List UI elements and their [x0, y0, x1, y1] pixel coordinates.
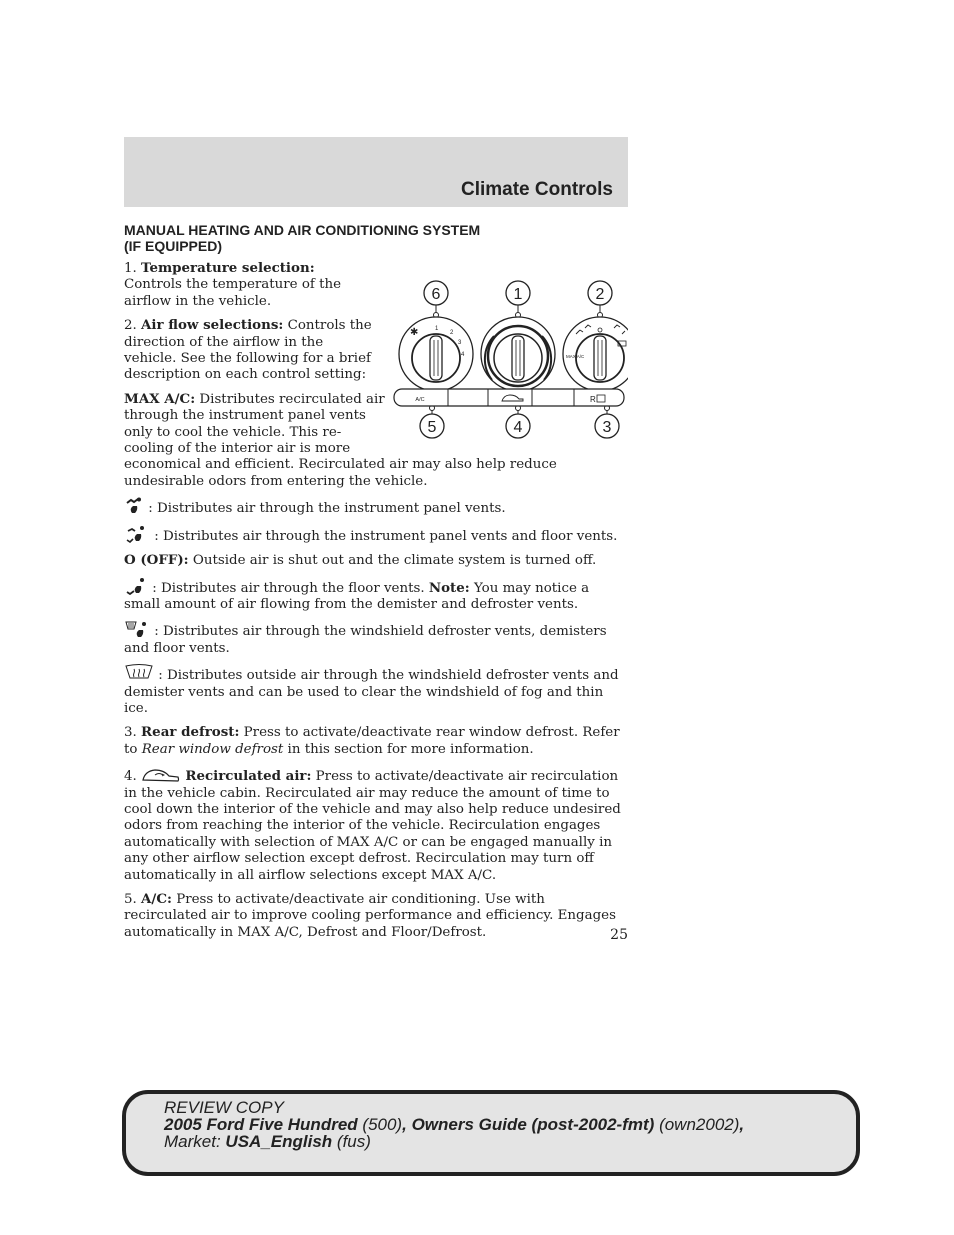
item-panel-vents: : Distributes air through the instrument panel vents. — [124, 497, 628, 517]
item-airflow: 2. Air flow selections: Controls the direction of the airflow in the vehicle. See the following for a brief description on each control setting: — [124, 317, 372, 383]
header-band — [124, 137, 628, 207]
review-copy-footer — [122, 1090, 860, 1176]
svg-text:4: 4 — [461, 352, 465, 358]
callout-2-label: 2 — [595, 286, 605, 303]
svg-text:✱: ✱ — [410, 327, 419, 338]
item-ac: 5. A/C: Press to activate/deactivate air conditioning. Use with recirculated air to improve cooling performance and efficiency. Engages automatically in MAX A/C, Defrost and Floor/Defrost. — [124, 891, 616, 940]
floor-vent-icon — [124, 577, 148, 595]
ac-button-label: A/C — [415, 397, 425, 403]
page-title: Climate Controls — [460, 179, 613, 200]
page-number: 25 — [610, 927, 628, 943]
item-panel-floor-vents: : Distributes air through the instrument panel vents and floor vents. — [124, 525, 628, 545]
button-bar — [394, 389, 624, 406]
item-max-ac: MAX A/C: Distributes recirculated air through the instrument panel vents only to cool the vehicle. This re-cooling of the interior air is more economical and efficient. Recirculated air may also help reduce undesirable odors from entering the vehicle. — [124, 390, 557, 489]
rear-defrost-button-label: R — [590, 395, 596, 404]
callout-1-label: 1 — [513, 286, 523, 303]
section-heading-line2: (IF EQUIPPED) — [124, 238, 223, 254]
callout-5-label: 5 — [427, 419, 437, 436]
section-heading-line1: MANUAL HEATING AND AIR CONDITIONING SYSTEM — [124, 222, 481, 238]
climate-control-panel-figure — [392, 278, 628, 448]
rear-defrost-reference: Rear window defrost — [141, 741, 284, 757]
panel-floor-vent-icon — [124, 525, 150, 543]
svg-text:3: 3 — [458, 340, 462, 346]
section-heading — [124, 222, 628, 254]
svg-text:MAX A/C: MAX A/C — [566, 354, 585, 359]
item-defrost: : Distributes outside air through the windshield defroster vents and demister vents and can be used to clear the windshield of fog and thin ice. — [124, 664, 628, 717]
item-floor-vents: : Distributes air through the floor vents. Note: You may notice a small amount of air flowing from the demister and defroster vents. — [124, 577, 628, 614]
item-floor-defrost: : Distributes air through the windshield defroster vents, demisters and floor vents. — [124, 620, 628, 657]
footer-review-label: REVIEW COPY — [164, 1098, 284, 1117]
content-area — [124, 222, 628, 948]
airflow-knob — [563, 317, 628, 391]
callout-3-label: 3 — [602, 419, 612, 436]
fan-speed-knob — [399, 317, 473, 391]
item-recirculated-air: 4. Recirculated air: Press to activate/deactivate air recirculation in the vehicle cabin. Recirculated air may reduce the amount of time to cool down the interior of the vehicle and may also help reduce undesired odors from reaching the interior of the vehicle. Recirculation engages automatically with selection of MAX A/C or can be engaged manually in any other airflow selection except defrost. Recirculation may turn off automatically in all airflow selections except MAX A/C. — [124, 765, 628, 884]
callout-4-label: 4 — [513, 419, 523, 436]
panel-vent-icon — [124, 497, 144, 515]
windshield-defrost-icon — [124, 664, 154, 682]
item-temperature: 1. Temperature selection: Controls the temperature of the airflow in the vehicle. — [124, 260, 342, 309]
svg-text:1: 1 — [435, 326, 439, 332]
svg-text:2: 2 — [450, 330, 454, 336]
item-off: O (OFF): Outside air is shut out and the climate system is turned off. — [124, 552, 597, 569]
item-rear-defrost: 3. Rear defrost: Press to activate/deactivate rear window defrost. Refer to Rear window defrost in this section for more information. — [124, 724, 620, 757]
temperature-knob — [481, 317, 555, 391]
recirculation-car-icon — [141, 765, 181, 783]
climate-panel-diagram — [392, 278, 628, 448]
callout-6-label: 6 — [431, 286, 441, 303]
floor-defrost-icon — [124, 620, 150, 638]
footer-text: REVIEW COPY 2005 Ford Five Hundred (500), Owners Guide (post-2002-fmt) (own2002), Market: USA_English (fus) — [164, 1098, 745, 1151]
